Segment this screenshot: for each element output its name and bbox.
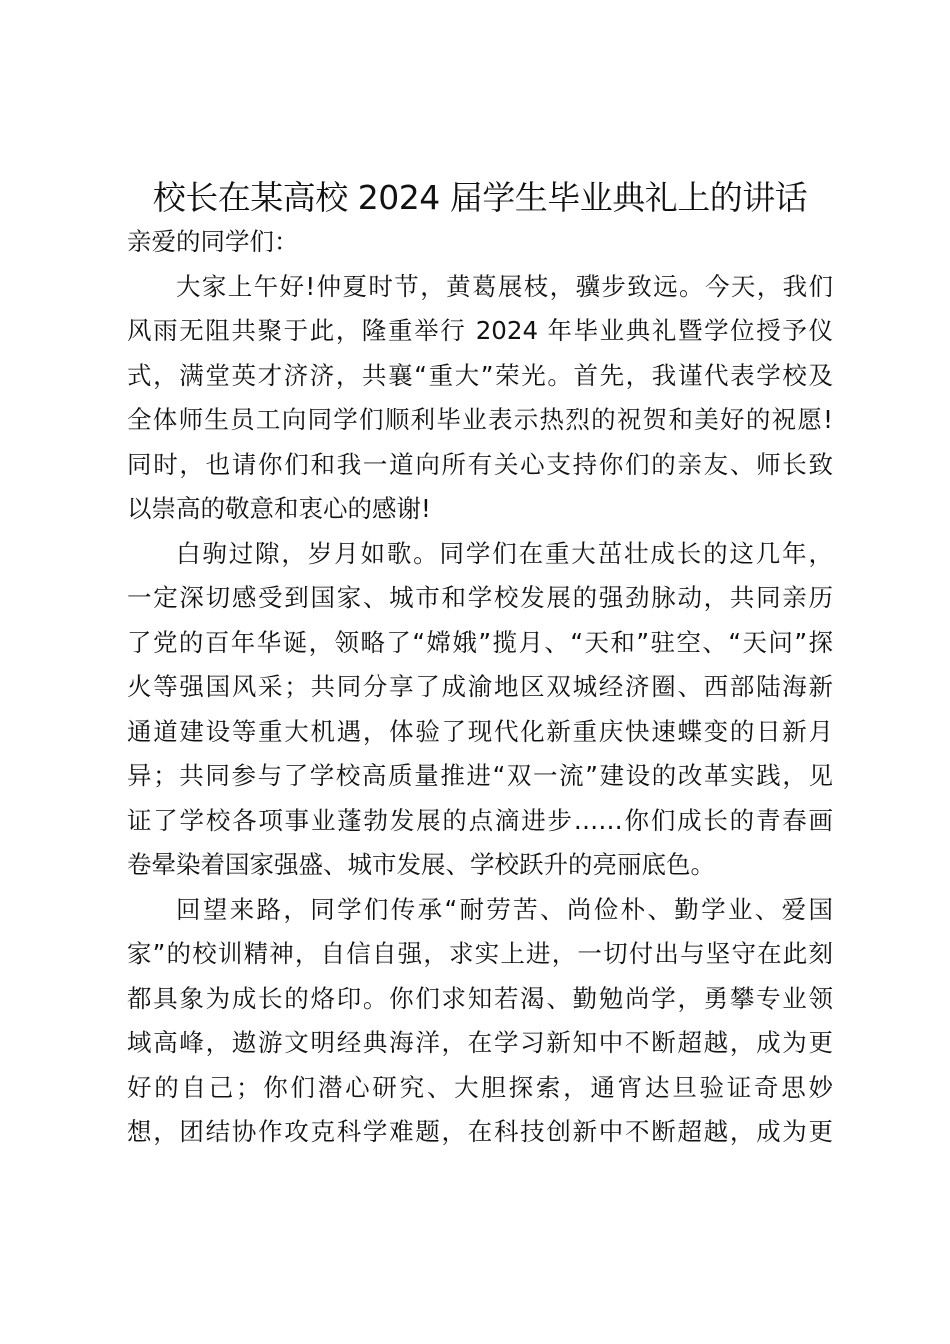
document-page xyxy=(127,168,833,1155)
paragraph-line: 好的自己；你们潜心研究、大胆探索，通宵达旦验证奇思妙 xyxy=(127,1072,833,1102)
paragraph-line: 通道建设等重大机遇，体验了现代化新重庆快速蝶变的日新月 xyxy=(127,716,833,746)
paragraph-line: 同时，也请你们和我一道向所有关心支持你们的亲友、师长致 xyxy=(127,449,833,479)
paragraph-line: 异；共同参与了学校高质量推进“双一流”建设的改革实践，见 xyxy=(127,761,833,790)
paragraph-line: 域高峰，遨游文明经典海洋，在学习新知中不断超越，成为更 xyxy=(127,1028,833,1057)
paragraph-line: 大家上午好!仲夏时节，黄葛展枝，骥步致远。今天，我们 xyxy=(176,271,833,301)
paragraph-line: 风雨无阻共聚于此，隆重举行 2024 年毕业典礼暨学位授予仪 xyxy=(127,316,833,345)
paragraph-line: 式，满堂英才济济，共襄“重大”荣光。首先，我谨代表学校及 xyxy=(127,360,833,390)
paragraph-line: 一定深切感受到国家、城市和学校发展的强劲脉动，共同亲历 xyxy=(127,583,833,612)
paragraph-line: 了党的百年华诞，领略了“嫦娥”揽月、“天和”驻空、“天问”探 xyxy=(127,627,833,657)
paragraph-line: 白驹过隙，岁月如歌。同学们在重大茁壮成长的这几年， xyxy=(176,538,833,568)
document-title: 校长在某高校 2024 届学生毕业典礼上的讲话 xyxy=(152,178,808,217)
paragraph-line: 证了学校各项事业蓬勃发展的点滴进步……你们成长的青春画 xyxy=(127,805,833,835)
paragraph-line: 全体师生员工向同学们顺利毕业表示热烈的祝贺和美好的祝愿! xyxy=(127,405,833,434)
paragraph-line: 以崇高的敬意和衷心的感谢! xyxy=(127,494,431,523)
paragraph-line: 火等强国风采；共同分享了成渝地区双城经济圈、西部陆海新 xyxy=(127,672,833,701)
paragraph-2 xyxy=(127,532,833,888)
paragraph-1 xyxy=(127,265,833,532)
paragraph-line: 都具象为成长的烙印。你们求知若渴、勤勉尚学，勇攀专业领 xyxy=(127,983,833,1013)
salutation: 亲爱的同学们： xyxy=(127,227,299,256)
paragraph-line: 回望来路，同学们传承“耐劳苦、尚俭朴、勤学业、爱国 xyxy=(176,894,833,924)
paragraph-line: 想，团结协作攻克科学难题，在科技创新中不断超越，成为更 xyxy=(127,1117,833,1146)
paragraph-line: 家”的校训精神，自信自强，求实上进，一切付出与坚守在此刻 xyxy=(127,939,833,968)
paragraph-line: 卷晕染着国家强盛、城市发展、学校跃升的亮丽底色。 xyxy=(127,850,715,879)
paragraph-3 xyxy=(127,888,833,1155)
